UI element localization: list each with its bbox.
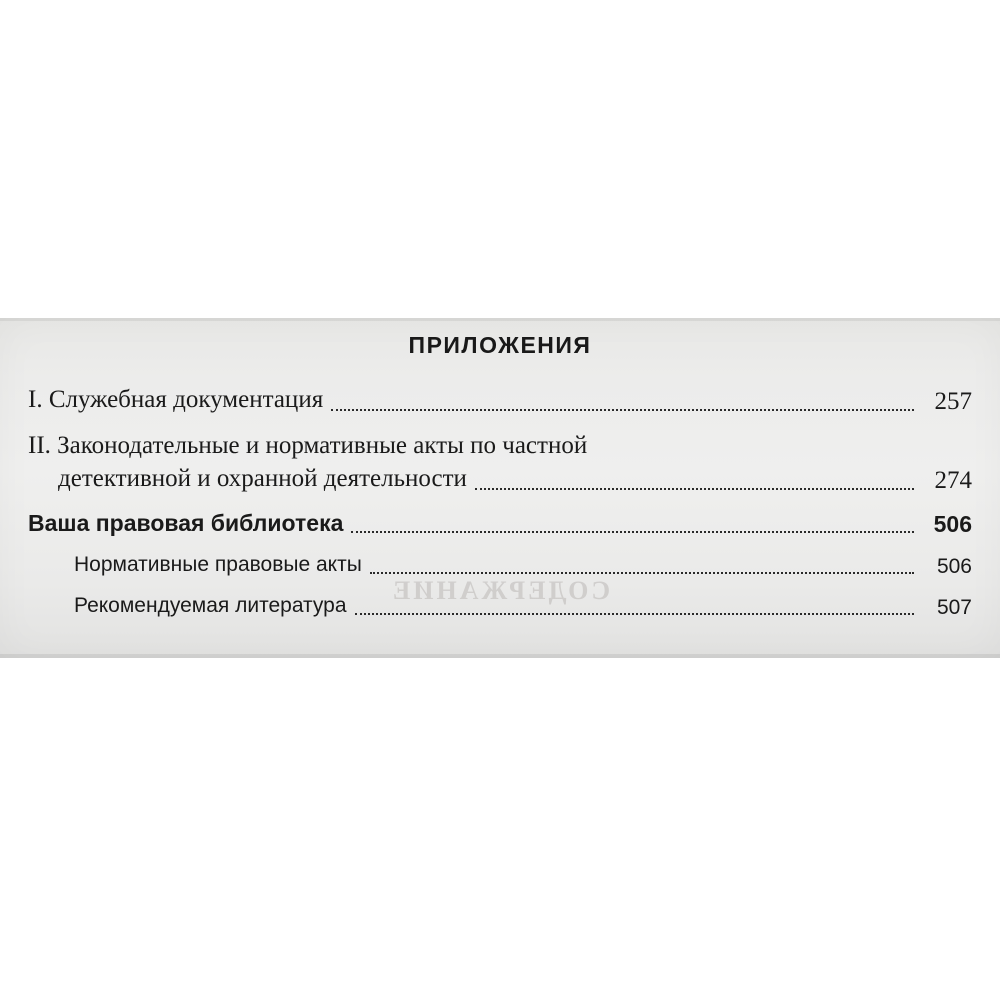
leader-dots: [475, 488, 914, 490]
toc-entry-appendix-1[interactable]: [28, 383, 972, 416]
toc-entry-line2-row: [28, 462, 972, 495]
toc-entry-label-line1: II. Законодательные и нормативные акты по частной: [28, 432, 588, 459]
toc-entry-legal-library[interactable]: [28, 508, 972, 538]
toc-entry-appendix-2[interactable]: [28, 429, 972, 495]
toc-entry-page: 257: [934, 388, 972, 415]
toc-entry-page: 506: [936, 555, 972, 579]
toc-entry-label-line2: детективной и охранной деятельности: [58, 465, 467, 492]
toc-entry-page: 506: [933, 511, 972, 538]
ghost-bleed-text: СОДЕРЖАНИЕ: [389, 576, 611, 605]
toc-entry-label: Ваша правовая библиотека: [28, 510, 344, 536]
page-title: ПРИЛОЖЕНИЯ: [408, 332, 592, 358]
toc-entry-page: 274: [934, 467, 972, 494]
table-of-contents: [28, 332, 972, 633]
leader-dots: [331, 409, 914, 411]
scanned-page-strip: [0, 318, 1000, 658]
toc-entry-label: Рекомендуемая литература: [74, 594, 347, 618]
toc-entry-page: 507: [936, 595, 972, 619]
toc-entry-label: Нормативные правовые акты: [74, 553, 362, 577]
leader-dots: [351, 531, 914, 533]
toc-entry-normative-acts[interactable]: [28, 551, 972, 579]
toc-entry-label: I. Служебная документация: [28, 386, 324, 413]
leader-dots: [355, 613, 914, 615]
toc-entry-recommended-literature[interactable]: [28, 592, 972, 620]
leader-dots: [370, 572, 914, 574]
